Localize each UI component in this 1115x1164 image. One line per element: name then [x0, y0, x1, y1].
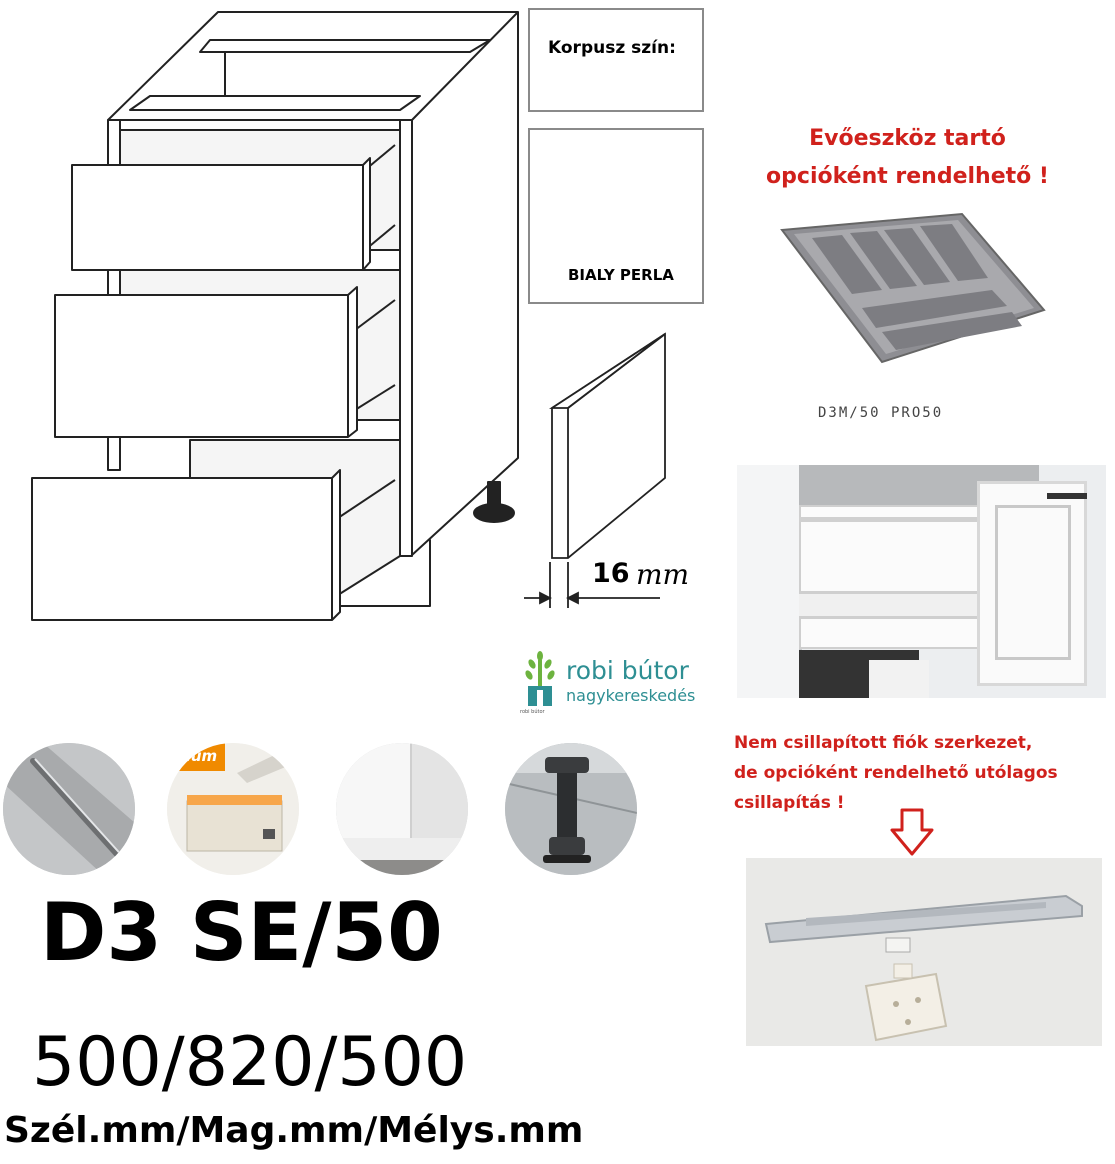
brand-emblem-text: robi bútor [520, 709, 545, 715]
damper-part-image [746, 858, 1102, 1046]
product-dimensions: 500/820/500 [32, 1023, 468, 1102]
product-code: D3 SE/50 [40, 886, 443, 979]
blum-drawer-icon [167, 743, 299, 875]
blum-logo-text: blum [175, 747, 218, 765]
corpus-label: Korpusz szín: [548, 38, 676, 58]
panel-thickness-value: 16 [592, 558, 630, 589]
dimensions-caption: Szél.mm/Mag.mm/Mélys.mm [4, 1110, 584, 1151]
down-arrow-icon [890, 808, 934, 858]
brand-tagline: nagykereskedés [566, 686, 696, 705]
corpus-color-name: BIALY PERLA [568, 266, 674, 284]
damping-note-line1: Nem csillapított fiók szerkezet, [734, 733, 1033, 753]
cabinet-drawing [0, 0, 530, 630]
panel-thickness-unit: mm [636, 558, 690, 591]
adjustable-leg-icon [505, 743, 637, 875]
drawer-photo [737, 465, 1106, 698]
damping-note [734, 728, 1058, 818]
cutlery-note-line1: Evőeszköz tartó [809, 126, 1006, 151]
bar-handle-icon [3, 743, 135, 875]
damping-note-line2: de opcióként rendelhető utólagos [734, 763, 1058, 783]
cutlery-code: D3M/50 PRO50 [818, 405, 944, 421]
cutlery-tray-image [772, 210, 1054, 370]
corpus-color-swatch [528, 128, 704, 304]
plinth-icon [336, 743, 468, 875]
corpus-label-box [528, 8, 704, 112]
damping-note-line3: csillapítás ! [734, 793, 845, 813]
damper-photo [746, 858, 1102, 1046]
cutlery-note-line2: opcióként rendelhető ! [766, 164, 1049, 189]
brand-name: robi bútor [566, 656, 689, 685]
cutlery-note [700, 120, 1115, 196]
